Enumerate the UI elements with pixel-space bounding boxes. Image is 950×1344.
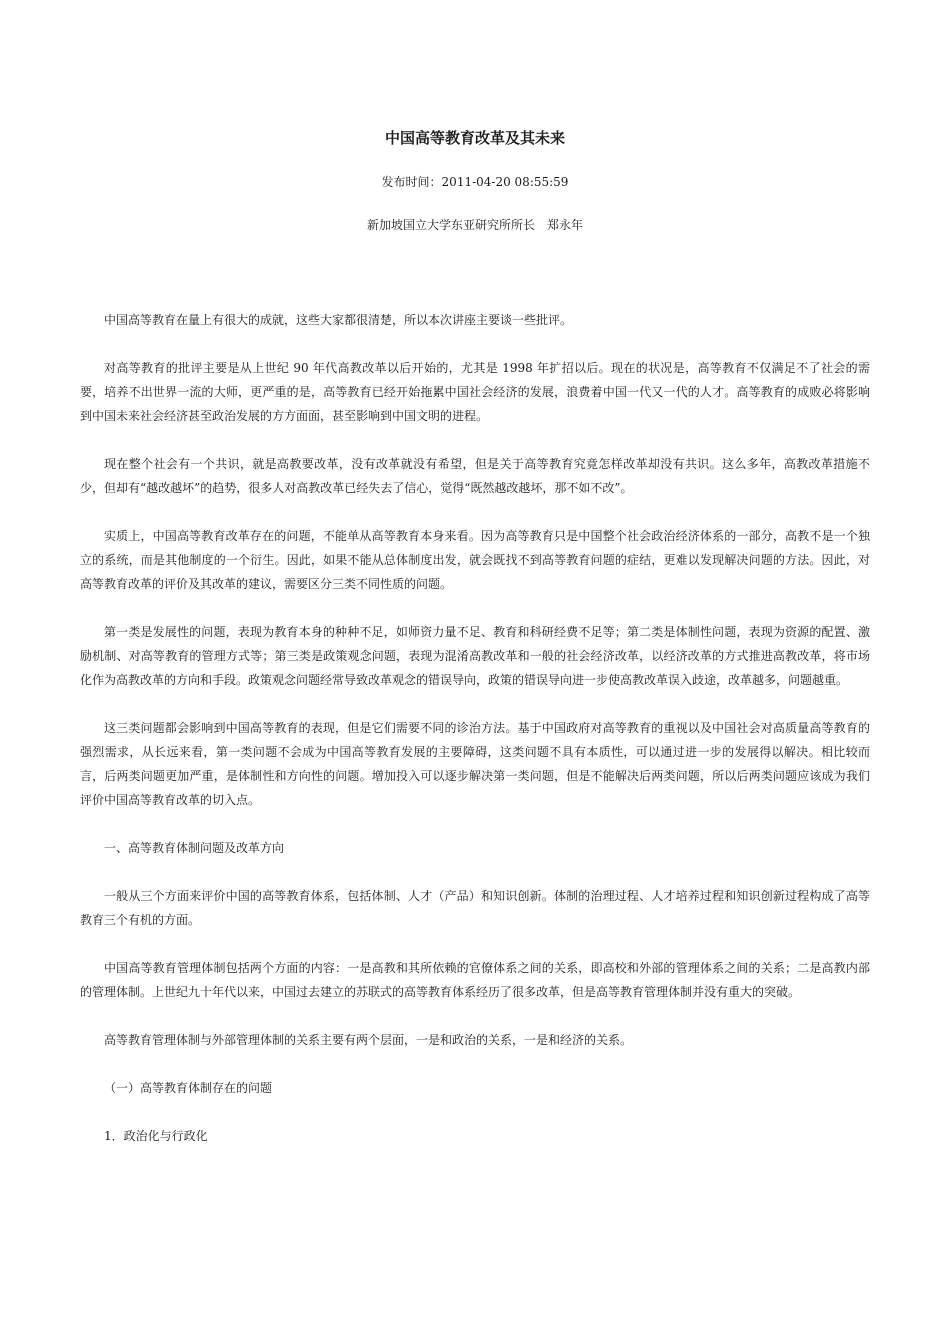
paragraph-2: 对高等教育的批评主要是从上世纪 90 年代高教改革以后开始的，尤其是 1998 年扩招以后。现在的状况是，高等教育不仅满足不了社会的需要，培养不出世界一流的大师，更严重的是，高等教育已经开始拖累中国社会经济的发展，浪费着中国一代又一代的人才。高等教育的成败必将影响到中国未来社会经济甚至政治发展的方方面面，甚至影响到中国文明的进程。 <box>80 361 870 423</box>
paragraph-6: 这三类问题都会影响到中国高等教育的表现，但是它们需要不同的诊治方法。基于中国政府对高等教育的重视以及中国社会对高质量高等教育的强烈需求，从长远来看，第一类问题不会成为中国高等教育发展的主要障碍，这类问题不具有本质性，可以通过进一步的发展得以解决。相比较而言，后两类问题更加严重，是体制性和方向性的问题。增加投入可以逐步解决第一类问题，但是不能解决后两类问题，所以后两类问题应该成为我们评价中国高等教育改革的切入点。 <box>80 721 870 807</box>
article-title: 中国高等教育改革及其未来 <box>384 129 565 147</box>
paragraph-3: 现在整个社会有一个共识，就是高教要改革，没有改革就没有希望，但是关于高等教育究竟怎样改革却没有共识。这么多年，高教改革措施不少，但却有“越改越坏”的趋势，很多人对高教改革已经失去了信心，觉得“既然越改越坏，那不如不改”。 <box>80 457 870 495</box>
paragraph-5: 第一类是发展性的问题，表现为教育本身的种种不足，如师资力量不足、教育和科研经费不足等；第二类是体制性问题，表现为资源的配置、激励机制、对高等教育的管理方式等；第三类是政策观念问题，表现为混淆高教改革和一般的社会经济改革，以经济改革的方式推进高教改革，将市场化作为高教改革的方向和手段。政策观念问题经常导致改革观念的错误导向，政策的错误导向进一步使高教改革误入歧途，改革越多，问题越重。 <box>80 625 870 687</box>
publish-time <box>0 173 950 191</box>
publish-label: 发布时间： <box>381 175 442 189</box>
section-heading-1: 一、高等教育体制问题及改革方向 <box>104 841 285 855</box>
article-author: 新加坡国立大学东亚研究所所长 郑永年 <box>366 218 583 232</box>
subsection-heading-1-1: 1．政治化与行政化 <box>104 1129 208 1143</box>
paragraph-8: 中国高等教育管理体制包括两个方面的内容：一是高教和其所依赖的官僚体系之间的关系，即高校和外部的管理体系之间的关系；二是高教内部的管理体制。上世纪九十年代以来，中国过去建立的苏联式的高等教育体系经历了很多改革，但是高等教育管理体制并没有重大的突破。 <box>80 961 870 999</box>
publish-time-value: 2011-04-20 08:55:59 <box>441 175 569 189</box>
subsection-heading-1: （一）高等教育体制存在的问题 <box>104 1081 273 1095</box>
paragraph-7: 一般从三个方面来评价中国的高等教育体系，包括体制、人才（产品）和知识创新。体制的治理过程、人才培养过程和知识创新过程构成了高等教育三个有机的方面。 <box>80 889 870 927</box>
paragraph-4: 实质上，中国高等教育改革存在的问题，不能单从高等教育本身来看。因为高等教育只是中国整个社会政治经济体系的一部分，高教不是一个独立的系统，而是其他制度的一个衍生。因此，如果不能从总体制度出发，就会既找不到高等教育问题的症结，更难以发现解决问题的方法。因此，对高等教育改革的评价及其改革的建议，需要区分三类不同性质的问题。 <box>80 529 870 591</box>
article-body <box>80 308 870 1172</box>
paragraph-9: 高等教育管理体制与外部管理体制的关系主要有两个层面，一是和政治的关系，一是和经济的关系。 <box>104 1033 633 1047</box>
paragraph-1: 中国高等教育在量上有很大的成就，这些大家都很清楚，所以本次讲座主要谈一些批评。 <box>104 313 573 327</box>
